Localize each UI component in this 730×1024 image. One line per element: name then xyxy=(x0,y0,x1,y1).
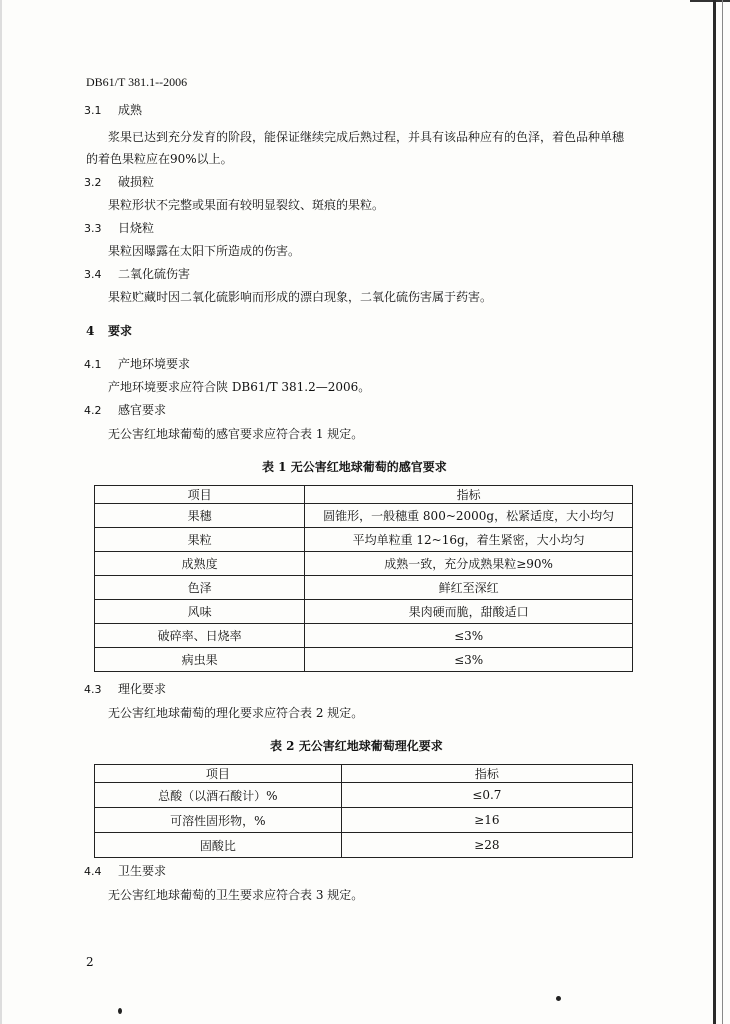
paragraph-3-1-line-2: 的着色果粒应在90%以上。 xyxy=(86,152,233,166)
page-number: 2 xyxy=(86,955,94,969)
scan-speck xyxy=(556,996,561,1001)
column-header: 项目 xyxy=(95,486,305,504)
item-cell: 病虫果 xyxy=(95,648,305,672)
section-3-4-heading xyxy=(84,267,190,282)
section-title: 产地环境要求 xyxy=(118,357,191,371)
indicator-cell: ≤3% xyxy=(305,624,633,648)
indicator-cell: 鲜红至深红 xyxy=(305,576,633,600)
paragraph-4-3: 无公害红地球葡萄的理化要求应符合表 2 规定。 xyxy=(108,706,364,720)
document-header: DB61/T 381.1--2006 xyxy=(86,75,188,89)
section-title: 卫生要求 xyxy=(118,864,167,878)
table-header-row xyxy=(95,765,633,783)
table-row xyxy=(95,552,633,576)
scan-border-top xyxy=(690,0,730,2)
scan-border-right-inner xyxy=(722,0,723,1024)
paragraph-3-4: 果粒贮藏时因二氧化硫影响而形成的漂白现象，二氧化硫伤害属于药害。 xyxy=(108,290,493,304)
indicator-cell: ≥16 xyxy=(341,808,632,833)
section-number: 4.4 xyxy=(84,865,102,878)
item-cell: 成熟度 xyxy=(95,552,305,576)
section-title: 日烧粒 xyxy=(118,221,155,235)
table-header-row xyxy=(95,486,633,504)
table-2 xyxy=(94,764,633,858)
item-cell: 固酸比 xyxy=(95,833,342,858)
table-row xyxy=(95,833,633,858)
section-number: 4.3 xyxy=(84,683,102,696)
section-number: 3.4 xyxy=(84,268,102,281)
section-4-2-heading xyxy=(84,403,166,418)
chapter-title: 要求 xyxy=(108,324,133,338)
item-cell: 果穗 xyxy=(95,504,305,528)
section-number: 4.1 xyxy=(84,358,102,371)
scan-speck xyxy=(118,1008,122,1014)
paragraph-3-2: 果粒形状不完整或果面有较明显裂纹、斑痕的果粒。 xyxy=(108,198,385,212)
scan-border-left xyxy=(0,0,2,1024)
section-title: 理化要求 xyxy=(118,682,167,696)
table-row xyxy=(95,528,633,552)
paragraph-4-1: 产地环境要求应符合陕 DB61/T 381.2—2006。 xyxy=(108,380,371,394)
section-3-2-heading xyxy=(84,175,154,190)
section-3-1-heading xyxy=(84,103,142,118)
table-row xyxy=(95,600,633,624)
chapter-number: 4 xyxy=(86,324,95,338)
paragraph-4-2: 无公害红地球葡萄的感官要求应符合表 1 规定。 xyxy=(108,427,364,441)
item-cell: 风味 xyxy=(95,600,305,624)
column-header: 指标 xyxy=(305,486,633,504)
indicator-cell: 成熟一致，充分成熟果粒≥90% xyxy=(305,552,633,576)
column-header: 指标 xyxy=(341,765,632,783)
table-row xyxy=(95,808,633,833)
table-row xyxy=(95,648,633,672)
item-cell: 总酸（以酒石酸计）% xyxy=(95,783,342,808)
table-row xyxy=(95,504,633,528)
paragraph-3-3: 果粒因曝露在太阳下所造成的伤害。 xyxy=(108,244,301,258)
table-1 xyxy=(94,485,633,672)
item-cell: 破碎率、日烧率 xyxy=(95,624,305,648)
section-4-1-heading xyxy=(84,357,190,372)
section-number: 4.2 xyxy=(84,404,102,417)
section-3-3-heading xyxy=(84,221,154,236)
section-number: 3.2 xyxy=(84,176,102,189)
indicator-cell: ≤3% xyxy=(305,648,633,672)
paragraph-4-4: 无公害红地球葡萄的卫生要求应符合表 3 规定。 xyxy=(108,888,364,902)
item-cell: 可溶性固形物，% xyxy=(95,808,342,833)
table-row xyxy=(95,576,633,600)
column-header: 项目 xyxy=(95,765,342,783)
item-cell: 色泽 xyxy=(95,576,305,600)
section-number: 3.1 xyxy=(84,104,102,117)
section-title: 成熟 xyxy=(118,103,143,117)
scan-border-right xyxy=(713,0,716,1024)
section-title: 破损粒 xyxy=(118,175,155,189)
table-1-caption: 表 1 无公害红地球葡萄的感官要求 xyxy=(262,460,447,474)
section-4-3-heading xyxy=(84,682,166,697)
section-title: 感官要求 xyxy=(118,403,167,417)
paragraph-3-1-line-1: 浆果已达到充分发育的阶段，能保证继续完成后熟过程，并具有该品种应有的色泽，着色品种单穗 xyxy=(108,130,625,144)
indicator-cell: 果肉硬而脆，甜酸适口 xyxy=(305,600,633,624)
table-row xyxy=(95,624,633,648)
indicator-cell: 平均单粒重 12~16g，着生紧密，大小均匀 xyxy=(305,528,633,552)
section-title: 二氧化硫伤害 xyxy=(118,267,191,281)
indicator-cell: ≥28 xyxy=(341,833,632,858)
indicator-cell: ≤0.7 xyxy=(341,783,632,808)
section-number: 3.3 xyxy=(84,222,102,235)
section-4-4-heading xyxy=(84,864,166,879)
table-2-caption: 表 2 无公害红地球葡萄理化要求 xyxy=(270,739,443,753)
indicator-cell: 圆锥形，一般穗重 800~2000g，松紧适度，大小均匀 xyxy=(305,504,633,528)
chapter-4-heading xyxy=(86,324,132,338)
item-cell: 果粒 xyxy=(95,528,305,552)
table-row xyxy=(95,783,633,808)
